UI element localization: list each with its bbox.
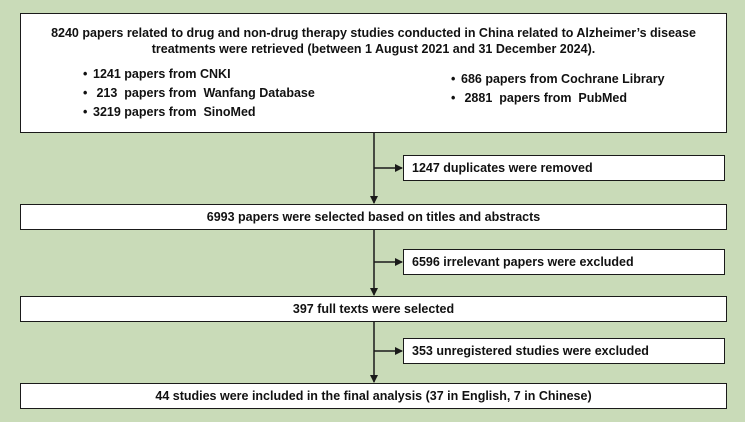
screened-text: 6993 papers were selected based on titles and abstracts	[206, 210, 541, 224]
fulltext-box	[20, 296, 727, 322]
irrelevant-excluded-text: 6596 irrelevant papers were excluded	[412, 255, 634, 269]
included-box	[20, 383, 727, 409]
fulltext-text: 397 full texts were selected	[292, 302, 455, 316]
included-text: 44 studies were included in the final analysis (37 in English, 7 in Chinese)	[155, 389, 592, 403]
source-list-right	[451, 70, 665, 108]
source-item-wanfang: • 213 papers from Wanfang Database	[83, 84, 315, 103]
duplicates-removed-text: 1247 duplicates were removed	[412, 161, 593, 175]
screened-box	[20, 204, 727, 230]
source-item-cochrane: • 686 papers from Cochrane Library	[451, 70, 665, 89]
retrieval-box	[20, 13, 727, 133]
source-item-sinomed: • 3219 papers from SinoMed	[83, 103, 315, 122]
unregistered-excluded-box	[403, 338, 725, 364]
duplicates-removed-box	[403, 155, 725, 181]
source-item-cnki: • 1241 papers from CNKI	[83, 65, 315, 84]
source-list-left	[83, 65, 315, 122]
source-item-pubmed: • 2881 papers from PubMed	[451, 89, 665, 108]
irrelevant-excluded-box	[403, 249, 725, 275]
retrieval-summary: 8240 papers related to drug and non-drug therapy studies conducted in China related to Alzheimer’s disease treatments were retrieved (between 1 August 2021 and 31 December 2024).	[51, 26, 696, 56]
unregistered-excluded-text: 353 unregistered studies were excluded	[412, 344, 649, 358]
